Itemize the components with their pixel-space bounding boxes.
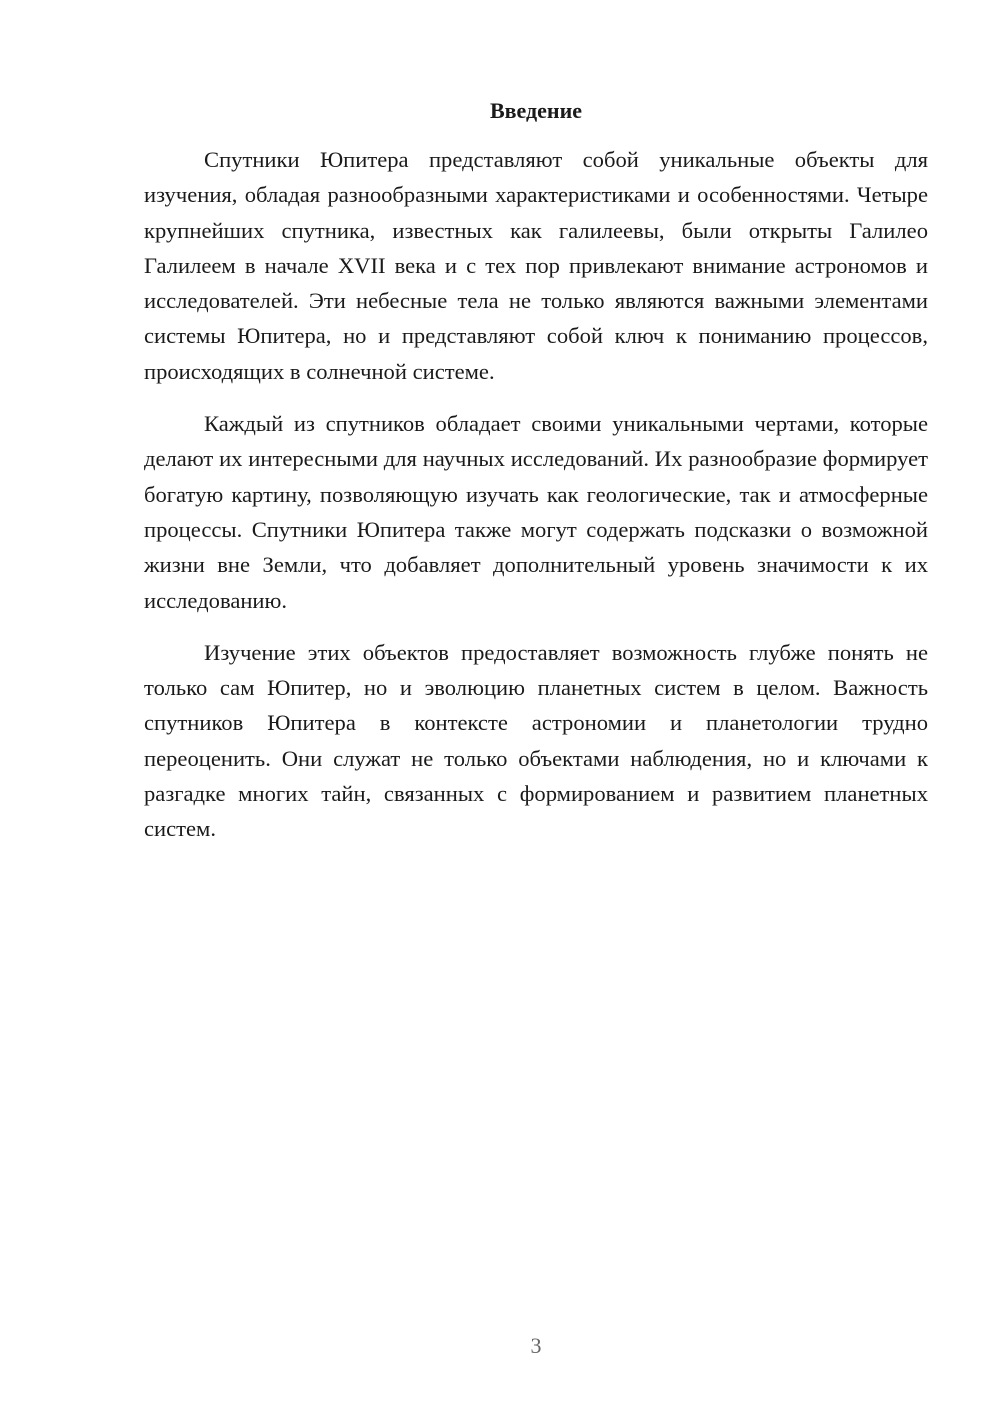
body-text (144, 142, 928, 864)
page-number: 3 (530, 1333, 542, 1358)
paragraph-2: Каждый из спутников обладает своими уникальными чертами, которые делают их интересными для научных исследований. Их разнообразие формирует богатую картину, позволяющую изучать как геологические, так и атмосферные процессы. Спутники Юпитера также могут содержать подсказки о возможной жизни вне Земли, что добавляет дополнительный уровень значимости к их исследованию. (144, 411, 928, 613)
paragraph-1: Спутники Юпитера представляют собой уникальные объекты для изучения, обладая разнообразными характеристиками и особенностями. Четыре крупнейших спутника, известных как галилеевы, были открыты Галилео Галилеем в начале XVII века и с тех пор привлекают внимание астрономов и исследователей. Эти небесные тела не только являются важными элементами системы Юпитера, но и представляют собой ключ к пониманию процессов, происходящих в солнечной системе. (144, 147, 928, 384)
section-title: Введение (489, 98, 583, 123)
paragraph-3: Изучение этих объектов предоставляет возможность глубже понять не только сам Юпитер, но и эволюцию планетных систем в целом. Важность спутников Юпитера в контексте астрономии и планетологии трудно переоценить. Они служат не только объектами наблюдения, но и ключами к разгадке многих тайн, связанных с формированием и развитием планетных систем. (144, 639, 928, 842)
